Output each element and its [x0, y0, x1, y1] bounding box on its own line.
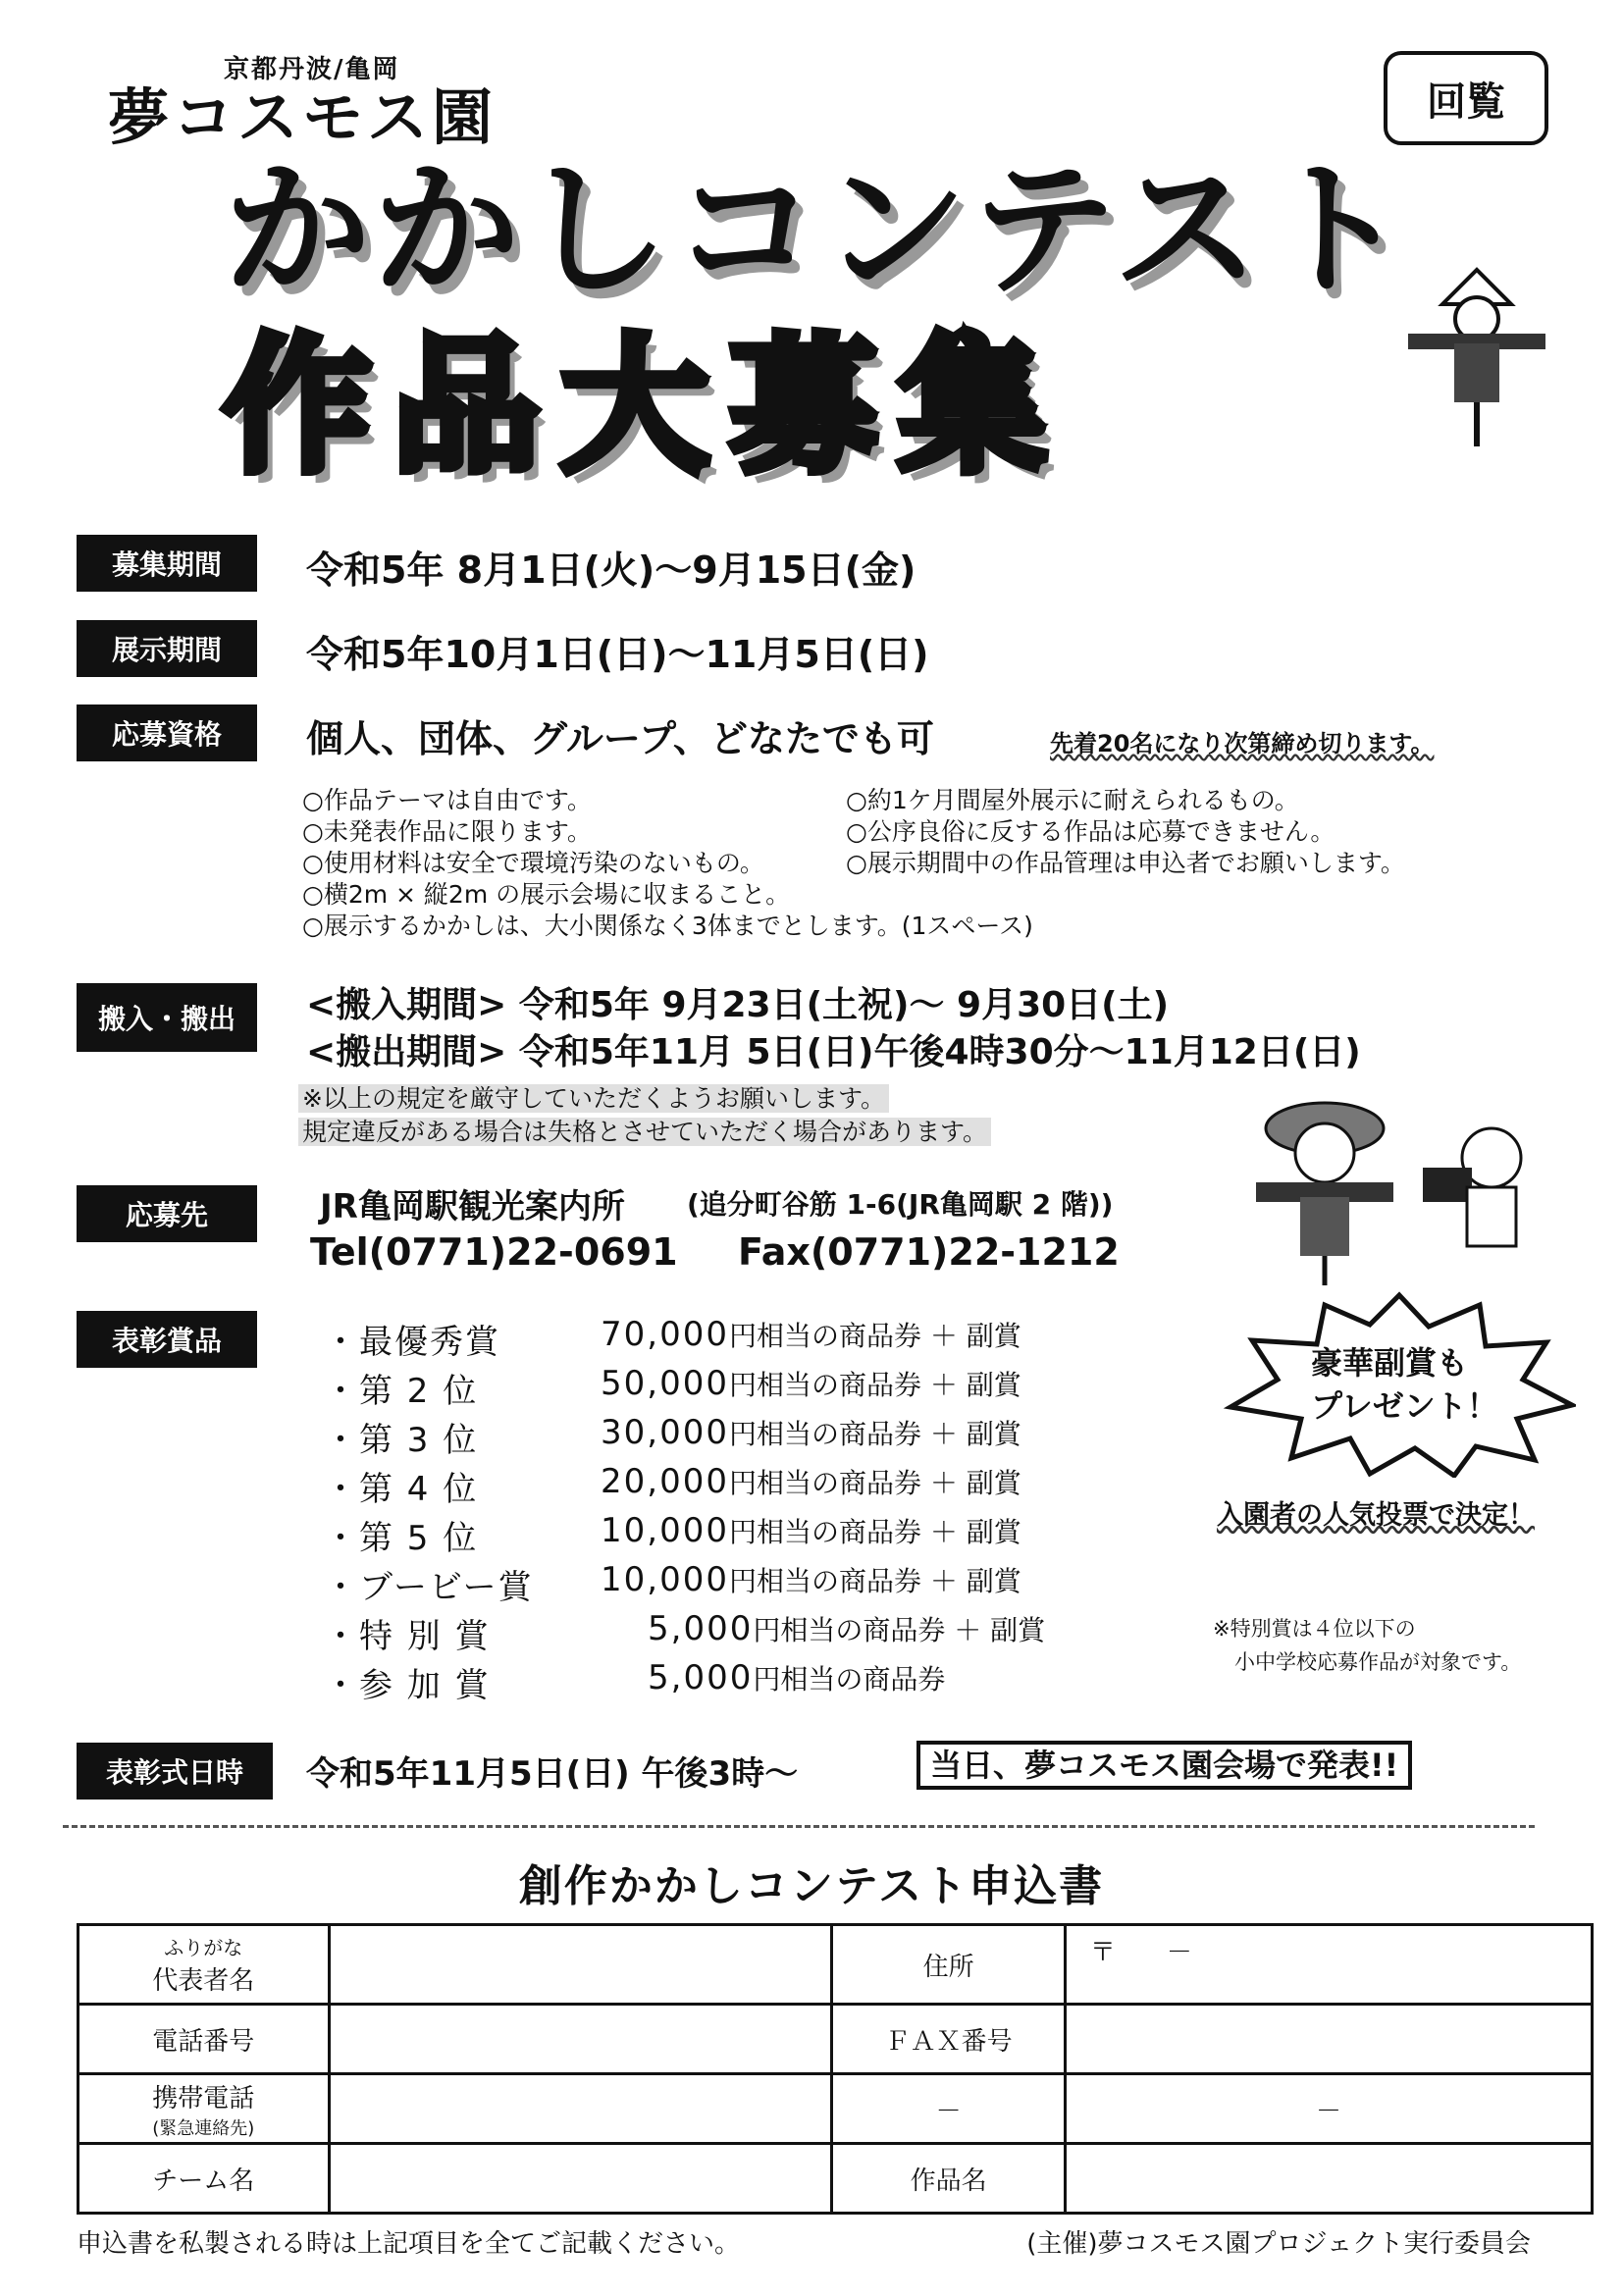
rule-right-2: ○公序良俗に反する作品は応募できません。: [846, 817, 1335, 846]
postal-mark: 〒 －: [1089, 1938, 1192, 1967]
prize-amount: 50,000円相当の商品券 ＋ 副賞: [601, 1364, 1021, 1403]
burst-line2: プレゼント！: [1311, 1387, 1498, 1425]
ceremony-announcement: 当日、夢コスモス園会場で発表!!: [916, 1741, 1412, 1790]
form-row-team: [79, 2144, 1593, 2214]
special-note-1: ※特別賞は４位以下の: [1213, 1617, 1416, 1641]
prize-name: ・第 2 位: [324, 1372, 479, 1411]
prize-name: ・第 3 位: [324, 1421, 479, 1460]
prize-name: ・最優秀賞: [324, 1323, 500, 1362]
eligibility: 個人、団体、グループ、どなたでも可: [306, 717, 934, 760]
mobile-dash-1: －: [832, 2074, 1066, 2144]
rule-full-2: ○展示するかかしは、大小関係なく3体までとします。(1スペース): [302, 912, 1033, 940]
prize-amount: 20,000円相当の商品券 ＋ 副賞: [601, 1462, 1021, 1501]
rep-name-label: 代表者名: [152, 1966, 255, 1996]
recruit-period: 令和5年 8月1日(火)〜9月15日(金): [306, 548, 916, 592]
contact-tel: Tel(0771)22-0691: [310, 1230, 678, 1274]
furigana-label: ふりがな: [164, 1936, 243, 1959]
phone-input[interactable]: [329, 2005, 832, 2074]
footer-organizer: (主催)夢コスモス園プロジェクト実行委員会: [1026, 2229, 1531, 2259]
label-recruit: 募集期間: [77, 535, 257, 592]
rule-right-3: ○展示期間中の作品管理は申込者でお願いします。: [846, 849, 1405, 877]
rule-right-1: ○約1ケ月間屋外展示に耐えられるもの。: [846, 786, 1299, 814]
prize-amount: 10,000円相当の商品券 ＋ 副賞: [601, 1511, 1021, 1550]
vote-note: 入園者の人気投票で決定！: [1217, 1500, 1535, 1531]
form-row-phone: [79, 2005, 1593, 2074]
rule-left-3: ○使用材料は安全で環境汚染のないもの。: [302, 849, 764, 877]
rule-left-2: ○未発表作品に限ります。: [302, 817, 592, 846]
address-input[interactable]: [1065, 1925, 1592, 2005]
cut-line: [63, 1825, 1535, 1828]
form-label-rep: [79, 1925, 330, 2005]
page-subtitle: 作品大募集: [224, 322, 1069, 493]
delivery-out: <搬出期間> 令和5年11月 5日(日)午後4時30分〜11月12日(日): [306, 1032, 1361, 1072]
label-eligibility: 応募資格: [77, 704, 257, 761]
ceremony-date: 令和5年11月5日(日) 午後3時〜: [306, 1754, 799, 1794]
rule-full-1: ○横2m × 縦2m の展示会場に収まること。: [302, 880, 791, 909]
label-prizes: 表彰賞品: [77, 1311, 257, 1368]
form-row-name: [79, 1925, 1593, 2005]
contact-address: (追分町谷筋 1-6(JR亀岡駅 2 階)): [687, 1188, 1114, 1221]
prize-amount: 5,000円相当の商品券: [648, 1658, 946, 1697]
scarecrow-illustration: [1403, 265, 1550, 451]
delivery-note-1: ※以上の規定を厳守していただくようお願いします。: [298, 1084, 889, 1113]
prize-amount: 10,000円相当の商品券 ＋ 副賞: [601, 1560, 1021, 1599]
team-input[interactable]: [329, 2144, 832, 2214]
emergency-label: (緊急連絡先): [152, 2117, 255, 2139]
team-label: チーム名: [79, 2144, 330, 2214]
work-input[interactable]: [1065, 2144, 1592, 2214]
prize-name: ・第 5 位: [324, 1519, 479, 1558]
circulation-badge: 回覧: [1384, 51, 1548, 145]
mobile-input[interactable]: [329, 2074, 832, 2144]
characters-illustration: [1246, 1089, 1560, 1285]
label-exhibit: 展示期間: [77, 620, 257, 677]
label-contact: 応募先: [77, 1185, 257, 1242]
form-row-mobile: [79, 2074, 1593, 2144]
rule-left-1: ○作品テーマは自由です。: [302, 786, 592, 814]
phone-label: 電話番号: [79, 2005, 330, 2074]
prize-amount: 70,000円相当の商品券 ＋ 副賞: [601, 1315, 1021, 1354]
prize-amount: 5,000円相当の商品券 ＋ 副賞: [648, 1609, 1046, 1648]
footer-note: 申込書を私製される時は上記項目を全てご記載ください。: [77, 2229, 741, 2259]
mobile-label: 携帯電話: [152, 2083, 255, 2113]
application-form: [77, 1923, 1594, 2215]
prize-name: ・特 別 賞: [324, 1617, 491, 1656]
burst-line1: 豪華副賞も: [1311, 1344, 1469, 1382]
delivery-note-2: 規定違反がある場合は失格とさせていただく場合があります。: [298, 1118, 991, 1146]
logo: 夢コスモス園: [108, 81, 497, 153]
form-title: 創作かかしコンテスト申込書: [518, 1861, 1105, 1911]
delivery-in: <搬入期間> 令和5年 9月23日(土祝)〜 9月30日(土): [306, 985, 1170, 1025]
eligibility-note: 先着20名になり次第締め切ります。: [1050, 730, 1435, 757]
rep-name-input[interactable]: [329, 1925, 832, 2005]
fax-label: ＦＡＸ番号: [832, 2005, 1066, 2074]
fax-input[interactable]: [1065, 2005, 1592, 2074]
label-ceremony: 表彰式日時: [77, 1743, 273, 1800]
work-label: 作品名: [832, 2144, 1066, 2214]
contact-name: JR亀岡駅観光案内所: [320, 1187, 625, 1226]
contact-fax: Fax(0771)22-1212: [738, 1230, 1120, 1274]
address-label: 住所: [832, 1925, 1066, 2005]
prize-amount: 30,000円相当の商品券 ＋ 副賞: [601, 1413, 1021, 1452]
page-title: かかしコンテスト: [224, 145, 1412, 316]
mobile-dash-2[interactable]: －: [1065, 2074, 1592, 2144]
prize-name: ・第 4 位: [324, 1470, 479, 1509]
logo-subtitle: 京都丹波/亀岡: [224, 55, 400, 84]
prize-name: ・参 加 賞: [324, 1666, 491, 1705]
special-note-2: 小中学校応募作品が対象です。: [1234, 1650, 1522, 1674]
label-delivery: 搬入・搬出: [77, 983, 257, 1052]
prize-name: ・ブービー賞: [324, 1568, 534, 1607]
exhibit-period: 令和5年10月1日(日)〜11月5日(日): [306, 633, 929, 676]
form-label-mobile: [79, 2074, 330, 2144]
